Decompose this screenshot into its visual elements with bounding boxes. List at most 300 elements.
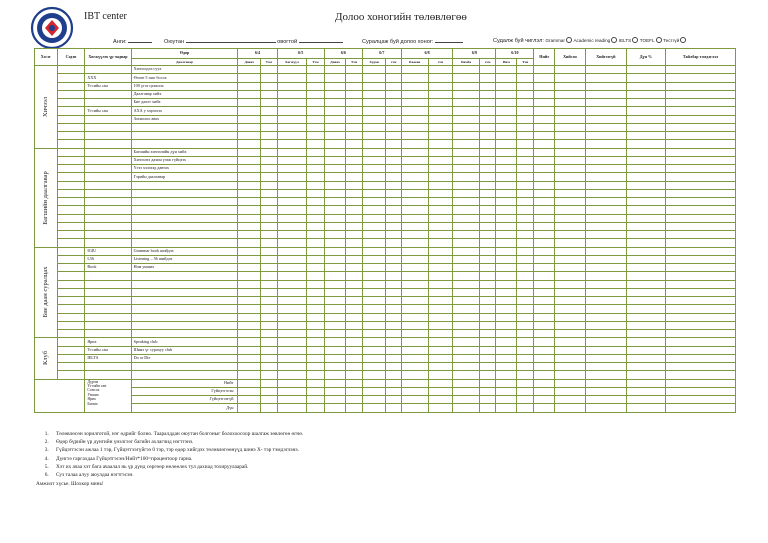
plan-cell[interactable] <box>277 90 307 98</box>
plan-cell[interactable] <box>346 239 362 247</box>
plan-cell[interactable] <box>516 396 533 404</box>
plan-cell[interactable] <box>362 156 386 164</box>
plan-cell[interactable] <box>362 99 386 107</box>
plan-cell[interactable] <box>555 206 586 214</box>
plan-cell[interactable] <box>496 173 517 181</box>
plan-cell[interactable] <box>534 330 555 338</box>
plan-cell[interactable] <box>346 214 362 222</box>
plan-cell[interactable] <box>496 379 517 387</box>
plan-cell[interactable] <box>428 354 453 362</box>
plan-cell[interactable] <box>362 206 386 214</box>
plan-cell[interactable] <box>665 181 735 189</box>
plan-cell[interactable] <box>346 107 362 115</box>
plan-cell[interactable] <box>401 222 428 230</box>
plan-cell[interactable] <box>496 330 517 338</box>
plan-cell[interactable] <box>307 115 324 123</box>
plan-cell[interactable] <box>555 90 586 98</box>
plan-cell[interactable] <box>277 222 307 230</box>
plan-cell[interactable] <box>428 206 453 214</box>
plan-cell[interactable] <box>516 346 533 354</box>
plan-cell[interactable] <box>386 297 401 305</box>
plan-cell[interactable] <box>386 90 401 98</box>
plan-cell[interactable] <box>238 396 261 404</box>
plan-cell[interactable] <box>453 247 480 255</box>
plan-cell[interactable] <box>261 371 277 379</box>
plan-cell[interactable] <box>238 255 261 263</box>
plan-cell[interactable] <box>453 313 480 321</box>
plan-cell[interactable] <box>453 132 480 140</box>
plan-cell[interactable] <box>585 305 626 313</box>
plan-cell[interactable] <box>277 330 307 338</box>
plan-cell[interactable] <box>362 387 386 395</box>
plan-cell[interactable] <box>496 148 517 156</box>
plan-cell[interactable] <box>362 74 386 82</box>
plan-cell[interactable] <box>307 74 324 82</box>
plan-cell[interactable] <box>428 181 453 189</box>
plan-cell[interactable] <box>307 297 324 305</box>
plan-cell[interactable] <box>453 255 480 263</box>
plan-cell[interactable] <box>238 404 261 412</box>
plan-cell[interactable] <box>261 379 277 387</box>
plan-cell[interactable] <box>516 379 533 387</box>
plan-cell[interactable] <box>516 330 533 338</box>
plan-cell[interactable] <box>516 363 533 371</box>
plan-cell[interactable] <box>585 288 626 296</box>
plan-cell[interactable] <box>261 255 277 263</box>
plan-cell[interactable] <box>386 115 401 123</box>
plan-cell[interactable] <box>585 297 626 305</box>
plan-cell[interactable] <box>324 338 346 346</box>
plan-cell[interactable] <box>585 82 626 90</box>
plan-cell[interactable] <box>496 222 517 230</box>
plan-cell[interactable] <box>516 305 533 313</box>
plan-cell[interactable] <box>238 99 261 107</box>
purpose-option-academic[interactable]: Academic reading <box>573 38 617 43</box>
plan-cell[interactable] <box>346 404 362 412</box>
plan-cell[interactable] <box>346 99 362 107</box>
plan-cell[interactable] <box>386 181 401 189</box>
plan-cell[interactable] <box>534 82 555 90</box>
plan-cell[interactable] <box>626 165 665 173</box>
plan-cell[interactable] <box>362 115 386 123</box>
plan-cell[interactable] <box>346 297 362 305</box>
plan-cell[interactable] <box>626 305 665 313</box>
plan-cell[interactable] <box>238 354 261 362</box>
plan-cell[interactable] <box>665 354 735 362</box>
plan-cell[interactable] <box>277 379 307 387</box>
plan-cell[interactable] <box>401 156 428 164</box>
plan-cell[interactable] <box>555 99 586 107</box>
plan-cell[interactable] <box>479 363 495 371</box>
plan-cell[interactable] <box>453 231 480 239</box>
plan-cell[interactable] <box>362 90 386 98</box>
plan-cell[interactable] <box>555 338 586 346</box>
plan-cell[interactable] <box>479 222 495 230</box>
plan-cell[interactable] <box>324 354 346 362</box>
plan-cell[interactable] <box>496 66 517 74</box>
plan-cell[interactable] <box>307 396 324 404</box>
plan-cell[interactable] <box>277 165 307 173</box>
plan-cell[interactable] <box>453 115 480 123</box>
plan-cell[interactable] <box>665 132 735 140</box>
plan-cell[interactable] <box>261 354 277 362</box>
plan-cell[interactable] <box>238 132 261 140</box>
plan-cell[interactable] <box>585 239 626 247</box>
plan-cell[interactable] <box>238 156 261 164</box>
plan-cell[interactable] <box>277 231 307 239</box>
plan-cell[interactable] <box>496 280 517 288</box>
plan-cell[interactable] <box>401 231 428 239</box>
plan-cell[interactable] <box>346 280 362 288</box>
plan-cell[interactable] <box>428 247 453 255</box>
plan-cell[interactable] <box>362 354 386 362</box>
plan-cell[interactable] <box>428 123 453 131</box>
plan-cell[interactable] <box>261 321 277 329</box>
plan-cell[interactable] <box>401 107 428 115</box>
plan-cell[interactable] <box>516 173 533 181</box>
plan-cell[interactable] <box>238 231 261 239</box>
plan-cell[interactable] <box>307 231 324 239</box>
plan-cell[interactable] <box>479 99 495 107</box>
plan-cell[interactable] <box>555 156 586 164</box>
plan-cell[interactable] <box>277 247 307 255</box>
plan-cell[interactable] <box>362 181 386 189</box>
plan-cell[interactable] <box>555 396 586 404</box>
purpose-option-none[interactable]: Тестгүй <box>663 38 686 43</box>
plan-cell[interactable] <box>261 99 277 107</box>
plan-cell[interactable] <box>453 239 480 247</box>
plan-cell[interactable] <box>362 264 386 272</box>
plan-cell[interactable] <box>555 387 586 395</box>
plan-cell[interactable] <box>496 189 517 197</box>
plan-cell[interactable] <box>261 165 277 173</box>
plan-cell[interactable] <box>496 305 517 313</box>
plan-cell[interactable] <box>585 404 626 412</box>
plan-cell[interactable] <box>428 321 453 329</box>
plan-cell[interactable] <box>261 189 277 197</box>
plan-cell[interactable] <box>585 346 626 354</box>
plan-cell[interactable] <box>346 387 362 395</box>
plan-cell[interactable] <box>665 189 735 197</box>
plan-cell[interactable] <box>585 74 626 82</box>
plan-cell[interactable] <box>238 305 261 313</box>
plan-cell[interactable] <box>555 74 586 82</box>
plan-cell[interactable] <box>585 371 626 379</box>
plan-cell[interactable] <box>401 338 428 346</box>
plan-cell[interactable] <box>626 321 665 329</box>
plan-cell[interactable] <box>626 387 665 395</box>
plan-cell[interactable] <box>453 90 480 98</box>
plan-cell[interactable] <box>401 379 428 387</box>
plan-cell[interactable] <box>362 255 386 263</box>
plan-cell[interactable] <box>386 214 401 222</box>
plan-cell[interactable] <box>453 404 480 412</box>
plan-cell[interactable] <box>555 214 586 222</box>
plan-cell[interactable] <box>307 288 324 296</box>
plan-cell[interactable] <box>261 297 277 305</box>
plan-cell[interactable] <box>307 156 324 164</box>
plan-cell[interactable] <box>428 115 453 123</box>
plan-cell[interactable] <box>386 99 401 107</box>
plan-cell[interactable] <box>534 280 555 288</box>
plan-cell[interactable] <box>277 107 307 115</box>
plan-cell[interactable] <box>585 272 626 280</box>
plan-cell[interactable] <box>555 222 586 230</box>
plan-cell[interactable] <box>428 379 453 387</box>
plan-cell[interactable] <box>238 115 261 123</box>
plan-cell[interactable] <box>324 239 346 247</box>
plan-cell[interactable] <box>238 288 261 296</box>
plan-cell[interactable] <box>307 214 324 222</box>
plan-cell[interactable] <box>585 206 626 214</box>
plan-cell[interactable] <box>324 99 346 107</box>
plan-cell[interactable] <box>277 255 307 263</box>
plan-cell[interactable] <box>277 123 307 131</box>
plan-cell[interactable] <box>496 338 517 346</box>
class-blank[interactable] <box>128 37 152 43</box>
plan-cell[interactable] <box>401 165 428 173</box>
plan-cell[interactable] <box>626 156 665 164</box>
plan-cell[interactable] <box>534 363 555 371</box>
plan-cell[interactable] <box>428 280 453 288</box>
plan-cell[interactable] <box>401 297 428 305</box>
plan-cell[interactable] <box>362 82 386 90</box>
plan-cell[interactable] <box>307 404 324 412</box>
plan-cell[interactable] <box>238 206 261 214</box>
student-blank[interactable] <box>186 37 276 43</box>
plan-cell[interactable] <box>585 363 626 371</box>
plan-cell[interactable] <box>386 66 401 74</box>
plan-cell[interactable] <box>453 107 480 115</box>
plan-cell[interactable] <box>386 132 401 140</box>
plan-cell[interactable] <box>585 264 626 272</box>
plan-cell[interactable] <box>324 206 346 214</box>
plan-cell[interactable] <box>428 297 453 305</box>
plan-cell[interactable] <box>534 288 555 296</box>
plan-cell[interactable] <box>386 222 401 230</box>
plan-cell[interactable] <box>307 189 324 197</box>
plan-cell[interactable] <box>238 371 261 379</box>
plan-cell[interactable] <box>346 198 362 206</box>
plan-cell[interactable] <box>346 123 362 131</box>
plan-cell[interactable] <box>324 140 346 148</box>
plan-cell[interactable] <box>626 66 665 74</box>
plan-cell[interactable] <box>626 222 665 230</box>
plan-cell[interactable] <box>428 239 453 247</box>
plan-cell[interactable] <box>386 189 401 197</box>
plan-cell[interactable] <box>346 272 362 280</box>
plan-cell[interactable] <box>261 148 277 156</box>
plan-cell[interactable] <box>307 181 324 189</box>
plan-cell[interactable] <box>386 231 401 239</box>
plan-cell[interactable] <box>277 272 307 280</box>
plan-cell[interactable] <box>516 189 533 197</box>
plan-cell[interactable] <box>428 222 453 230</box>
plan-cell[interactable] <box>362 297 386 305</box>
plan-cell[interactable] <box>261 305 277 313</box>
plan-cell[interactable] <box>665 231 735 239</box>
plan-cell[interactable] <box>534 148 555 156</box>
plan-cell[interactable] <box>626 132 665 140</box>
plan-cell[interactable] <box>496 82 517 90</box>
plan-cell[interactable] <box>534 321 555 329</box>
plan-cell[interactable] <box>479 272 495 280</box>
plan-cell[interactable] <box>324 371 346 379</box>
plan-cell[interactable] <box>401 206 428 214</box>
plan-cell[interactable] <box>626 82 665 90</box>
plan-cell[interactable] <box>307 148 324 156</box>
plan-cell[interactable] <box>386 206 401 214</box>
plan-cell[interactable] <box>362 231 386 239</box>
plan-cell[interactable] <box>307 66 324 74</box>
plan-cell[interactable] <box>401 198 428 206</box>
plan-cell[interactable] <box>346 74 362 82</box>
radio-circle-icon[interactable] <box>566 37 572 43</box>
plan-cell[interactable] <box>386 313 401 321</box>
plan-cell[interactable] <box>238 173 261 181</box>
plan-cell[interactable] <box>516 99 533 107</box>
plan-cell[interactable] <box>479 396 495 404</box>
plan-cell[interactable] <box>386 140 401 148</box>
plan-cell[interactable] <box>626 264 665 272</box>
plan-cell[interactable] <box>362 404 386 412</box>
week-field[interactable] <box>362 37 463 45</box>
plan-cell[interactable] <box>324 148 346 156</box>
plan-cell[interactable] <box>238 140 261 148</box>
plan-cell[interactable] <box>261 214 277 222</box>
plan-cell[interactable] <box>401 132 428 140</box>
plan-cell[interactable] <box>479 346 495 354</box>
surname-blank[interactable] <box>299 37 343 43</box>
plan-cell[interactable] <box>307 313 324 321</box>
plan-cell[interactable] <box>496 107 517 115</box>
plan-cell[interactable] <box>626 198 665 206</box>
plan-cell[interactable] <box>324 173 346 181</box>
plan-cell[interactable] <box>479 387 495 395</box>
plan-cell[interactable] <box>362 173 386 181</box>
plan-cell[interactable] <box>516 354 533 362</box>
plan-cell[interactable] <box>516 280 533 288</box>
plan-cell[interactable] <box>453 379 480 387</box>
plan-cell[interactable] <box>346 338 362 346</box>
plan-cell[interactable] <box>428 231 453 239</box>
plan-cell[interactable] <box>665 173 735 181</box>
plan-cell[interactable] <box>534 173 555 181</box>
plan-cell[interactable] <box>386 387 401 395</box>
plan-cell[interactable] <box>261 247 277 255</box>
plan-cell[interactable] <box>534 165 555 173</box>
plan-cell[interactable] <box>479 181 495 189</box>
plan-cell[interactable] <box>534 231 555 239</box>
plan-cell[interactable] <box>261 156 277 164</box>
plan-cell[interactable] <box>307 338 324 346</box>
plan-cell[interactable] <box>428 255 453 263</box>
plan-cell[interactable] <box>324 66 346 74</box>
plan-cell[interactable] <box>585 354 626 362</box>
plan-cell[interactable] <box>479 140 495 148</box>
plan-cell[interactable] <box>453 99 480 107</box>
plan-cell[interactable] <box>346 346 362 354</box>
plan-cell[interactable] <box>346 156 362 164</box>
purpose-option-grammar[interactable]: Grammar <box>545 38 571 43</box>
plan-cell[interactable] <box>534 264 555 272</box>
plan-cell[interactable] <box>401 288 428 296</box>
plan-cell[interactable] <box>626 90 665 98</box>
plan-cell[interactable] <box>238 338 261 346</box>
plan-cell[interactable] <box>496 346 517 354</box>
plan-cell[interactable] <box>496 247 517 255</box>
plan-cell[interactable] <box>386 247 401 255</box>
plan-cell[interactable] <box>516 82 533 90</box>
plan-cell[interactable] <box>324 123 346 131</box>
plan-cell[interactable] <box>307 82 324 90</box>
plan-cell[interactable] <box>555 255 586 263</box>
plan-cell[interactable] <box>428 214 453 222</box>
plan-cell[interactable] <box>362 272 386 280</box>
plan-cell[interactable] <box>261 272 277 280</box>
plan-cell[interactable] <box>496 255 517 263</box>
plan-cell[interactable] <box>479 189 495 197</box>
plan-cell[interactable] <box>453 305 480 313</box>
plan-cell[interactable] <box>516 288 533 296</box>
plan-cell[interactable] <box>307 379 324 387</box>
plan-cell[interactable] <box>626 404 665 412</box>
plan-cell[interactable] <box>428 148 453 156</box>
plan-cell[interactable] <box>261 313 277 321</box>
plan-cell[interactable] <box>238 148 261 156</box>
plan-cell[interactable] <box>665 239 735 247</box>
plan-cell[interactable] <box>534 115 555 123</box>
plan-cell[interactable] <box>496 165 517 173</box>
plan-cell[interactable] <box>346 330 362 338</box>
plan-cell[interactable] <box>362 321 386 329</box>
plan-cell[interactable] <box>324 181 346 189</box>
plan-cell[interactable] <box>479 288 495 296</box>
plan-cell[interactable] <box>516 255 533 263</box>
plan-cell[interactable] <box>534 189 555 197</box>
plan-cell[interactable] <box>386 198 401 206</box>
plan-cell[interactable] <box>277 82 307 90</box>
plan-cell[interactable] <box>277 371 307 379</box>
plan-cell[interactable] <box>346 321 362 329</box>
plan-cell[interactable] <box>238 222 261 230</box>
plan-cell[interactable] <box>665 321 735 329</box>
plan-cell[interactable] <box>401 90 428 98</box>
plan-cell[interactable] <box>516 231 533 239</box>
plan-cell[interactable] <box>277 346 307 354</box>
plan-cell[interactable] <box>386 404 401 412</box>
plan-cell[interactable] <box>555 346 586 354</box>
plan-cell[interactable] <box>479 321 495 329</box>
plan-cell[interactable] <box>555 363 586 371</box>
plan-cell[interactable] <box>277 214 307 222</box>
plan-cell[interactable] <box>362 66 386 74</box>
plan-cell[interactable] <box>479 255 495 263</box>
plan-cell[interactable] <box>386 255 401 263</box>
plan-cell[interactable] <box>665 214 735 222</box>
plan-cell[interactable] <box>479 231 495 239</box>
plan-cell[interactable] <box>516 387 533 395</box>
plan-cell[interactable] <box>585 280 626 288</box>
plan-cell[interactable] <box>555 189 586 197</box>
plan-cell[interactable] <box>277 338 307 346</box>
plan-cell[interactable] <box>261 239 277 247</box>
plan-cell[interactable] <box>534 346 555 354</box>
plan-cell[interactable] <box>362 148 386 156</box>
plan-cell[interactable] <box>307 264 324 272</box>
plan-cell[interactable] <box>238 272 261 280</box>
plan-cell[interactable] <box>453 214 480 222</box>
